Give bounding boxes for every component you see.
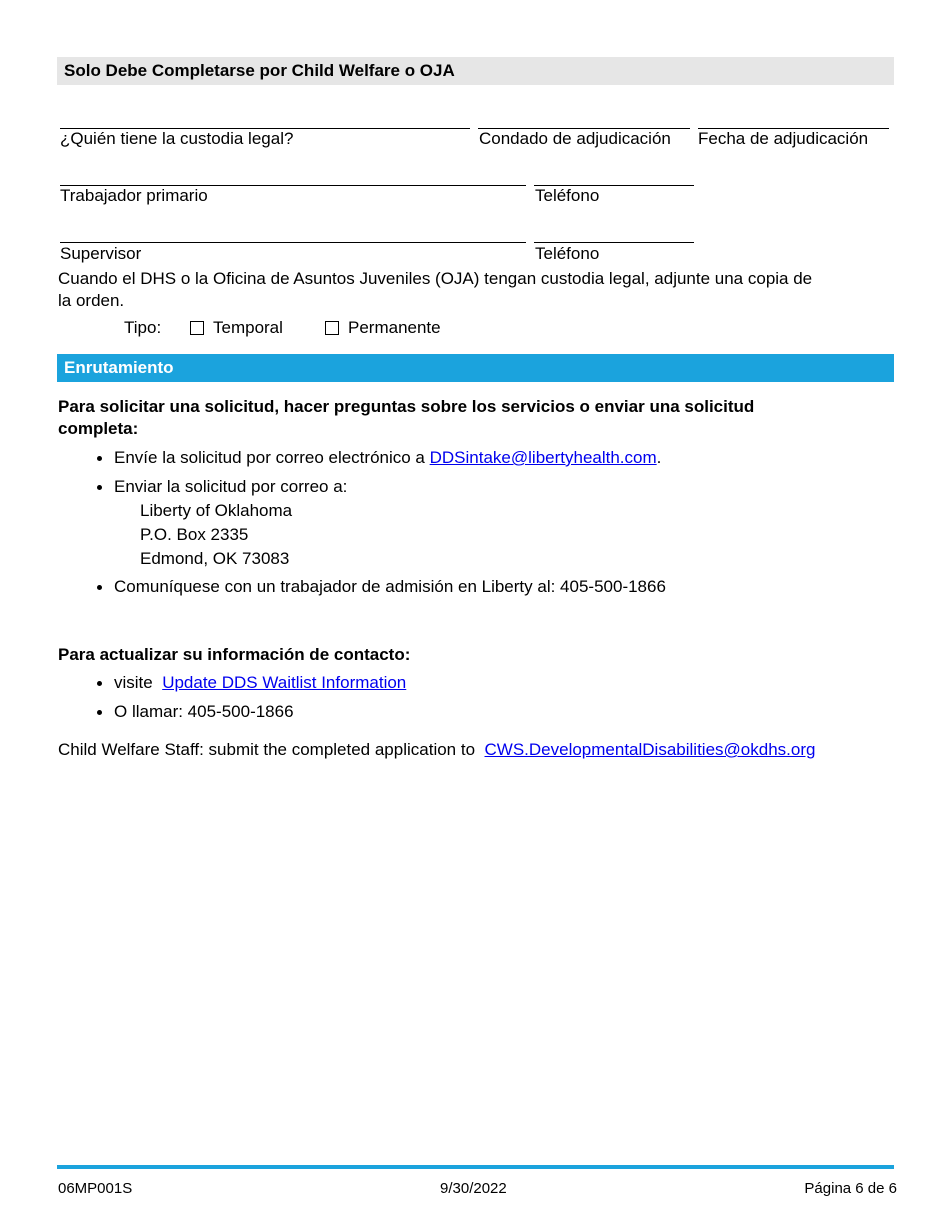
bullet-icon (97, 485, 102, 490)
update-heading: Para actualizar su información de contacto: (58, 645, 411, 664)
cws-email-link[interactable]: CWS.DevelopmentalDisabilities@okdhs.org (484, 740, 816, 759)
date-label: Fecha de adjudicación (698, 129, 869, 148)
routing-section-header: Enrutamiento (57, 354, 894, 382)
visit-prefix: visite (114, 673, 153, 692)
supervisor-label: Supervisor (60, 244, 142, 263)
primary-worker-label: Trabajador primario (60, 186, 208, 205)
intake-email-link[interactable]: DDSintake@libertyhealth.com (429, 448, 657, 467)
form-code: 06MP001S (58, 1180, 133, 1197)
phone1-label: Teléfono (535, 186, 600, 205)
address-line1: Liberty of Oklahoma (140, 501, 293, 520)
routing-heading-line2: completa: (58, 419, 139, 438)
phone2-field-line[interactable] (534, 242, 694, 243)
permanent-checkbox[interactable] (325, 321, 339, 335)
custody-note-line2: la orden. (58, 291, 125, 310)
custody-label: ¿Quién tiene la custodia legal? (60, 129, 294, 148)
type-label: Tipo: (124, 318, 162, 337)
supervisor-field-line[interactable] (60, 242, 526, 243)
address-line3: Edmond, OK 73083 (140, 549, 290, 568)
permanent-label: Permanente (348, 318, 441, 337)
email-prefix: Envíe la solicitud por correo electrónico a (114, 448, 425, 467)
routing-heading-line1: Para solicitar una solicitud, hacer preguntas sobre los servicios o enviar una solicitud (58, 397, 755, 416)
bullet-icon (97, 585, 102, 590)
bullet-icon (97, 681, 102, 686)
temporary-checkbox[interactable] (190, 321, 204, 335)
form-date: 9/30/2022 (440, 1180, 507, 1197)
phone2-label: Teléfono (535, 244, 600, 263)
county-label: Condado de adjudicación (479, 129, 671, 148)
footer-divider (57, 1165, 894, 1169)
call-text: O llamar: 405-500-1866 (114, 702, 294, 721)
visit-bullet (114, 673, 406, 693)
email-bullet (114, 448, 661, 468)
address-line2: P.O. Box 2335 (140, 525, 249, 544)
update-waitlist-link[interactable]: Update DDS Waitlist Information (162, 673, 407, 692)
child-welfare-section-header: Solo Debe Completarse por Child Welfare o OJA (57, 57, 894, 85)
bullet-icon (97, 456, 102, 461)
contact-worker-text: Comuníquese con un trabajador de admisión en Liberty al: 405-500-1866 (114, 577, 666, 596)
email-suffix: . (656, 448, 662, 467)
page-number: Página 6 de 6 (804, 1180, 897, 1197)
staff-prefix: Child Welfare Staff: submit the completed application to (58, 740, 476, 759)
custody-note-line1: Cuando el DHS o la Oficina de Asuntos Juveniles (OJA) tengan custodia legal, adjunte una copia de (58, 269, 813, 288)
staff-submit-line (58, 740, 815, 760)
bullet-icon (97, 710, 102, 715)
temporary-label: Temporal (213, 318, 283, 337)
mail-label: Enviar la solicitud por correo a: (114, 477, 348, 496)
